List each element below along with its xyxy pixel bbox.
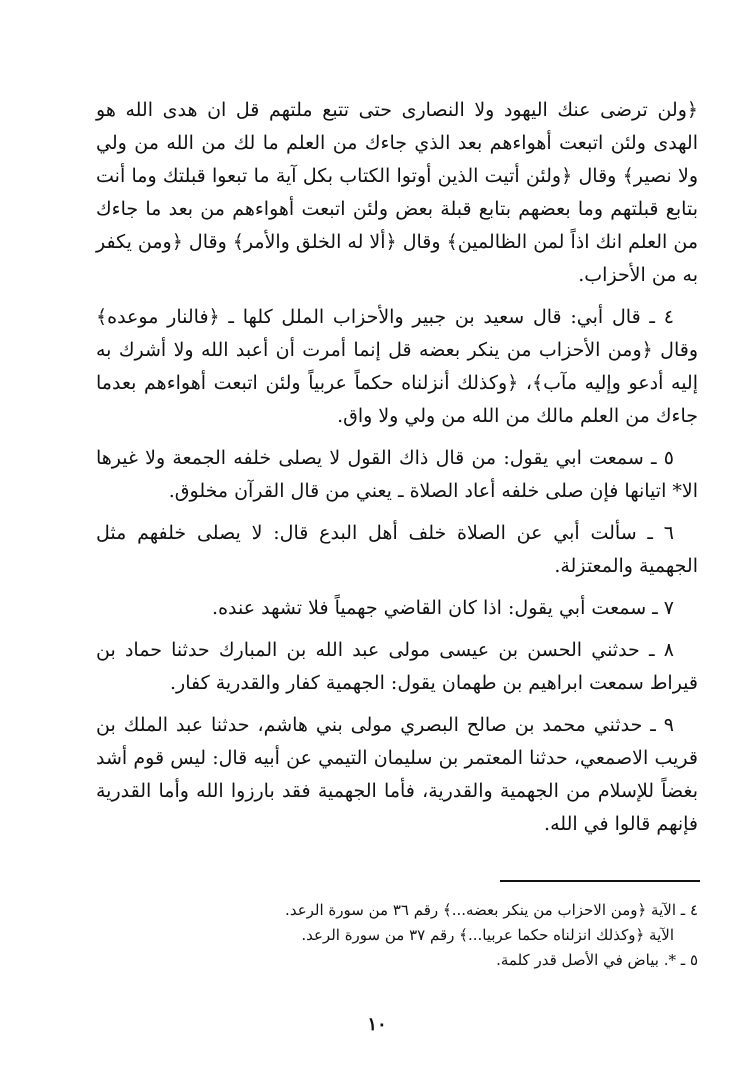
page-number: ١٠ [367, 1014, 387, 1035]
paragraph-6: ٦ ـ سألت أبي عن الصلاة خلف أهل البدع قال: لا يصلى خلفهم مثل الجهمية والمعتزلة. [96, 522, 698, 577]
footnote-4-continued: الآية ﴿وكذلك انزلناه حكما عربيا...﴾ رقم ٣٧ من سورة الرعد. [301, 926, 674, 944]
paragraph-verses: ﴿ولن ترضى عنك اليهود ولا النصارى حتى تتبع ملتهم قل ان هدى الله هو الهدى ولئن اتبعت أهواءهم بعد الذي جاءك من العلم ما لك من الله من ولي ولا نصير﴾ وقال ﴿ولئن أتيت الذين أوتوا الكتاب بكل آية ما تبعوا قبلتك وما أنت بتابع قبلتهم وما بعضهم بتابع قبلة بعض ولئن اتبعت أهواءهم من بعد ما جاءك من العلم انك اذاً لمن الظالمين﴾ وقال ﴿ألا له الخلق والأمر﴾ وقال ﴿ومن يكفر به من الأحزاب. [95, 99, 698, 286]
footnote-divider [500, 880, 700, 882]
paragraph-8: ٨ ـ حدثني الحسن بن عيسى مولى عبد الله بن المبارك حدثنا حماد بن قيراط سمعت ابراهيم بن طهمان يقول: الجهمية كفار والقدرية كفار. [96, 639, 698, 694]
footnotes [100, 898, 698, 973]
footnote-4: ٤ ـ الآية ﴿ومن الاحزاب من ينكر بعضه...﴾ رقم ٣٦ من سورة الرعد. [285, 901, 698, 919]
paragraph-4: ٤ ـ قال أبي: قال سعيد بن جبير والأحزاب الملل كلها ـ ﴿فالنار موعده﴾ وقال ﴿ومن الأحزاب من ينكر بعضه قل إنما أمرت أن أعبد الله ولا أشرك به إليه أدعو وإليه مآب﴾، ﴿وكذلك أنزلناه حكماً عربياً ولئن اتبعت أهواءهم بعدما جاءك من العلم مالك من الله من ولي ولا واق. [96, 306, 698, 427]
paragraph-9: ٩ ـ حدثني محمد بن صالح البصري مولى بني هاشم، حدثنا عبد الملك بن قريب الاصمعي، حدثنا المعتمر بن سليمان التيمي عن أبيه قال: ليس قوم أشد بغضاً للإسلام من الجهمية والقدرية، فأما الجهمية فقد بارزوا الله وأما القدرية فإنهم قالوا في الله. [96, 714, 698, 835]
main-text [96, 94, 698, 841]
paragraph-5: ٥ ـ سمعت ابي يقول: من قال ذاك القول لا يصلى خلفه الجمعة ولا غيرها الا* اتيانها فإن صلى خلفه أعاد الصلاة ـ يعني من قال القرآن مخلوق. [96, 447, 698, 502]
paragraph-7: ٧ ـ سمعت أبي يقول: اذا كان القاضي جهمياً فلا تشهد عنده. [212, 597, 674, 619]
footnote-5: ٥ ـ *. بياض في الأصل قدر كلمة. [496, 951, 698, 969]
